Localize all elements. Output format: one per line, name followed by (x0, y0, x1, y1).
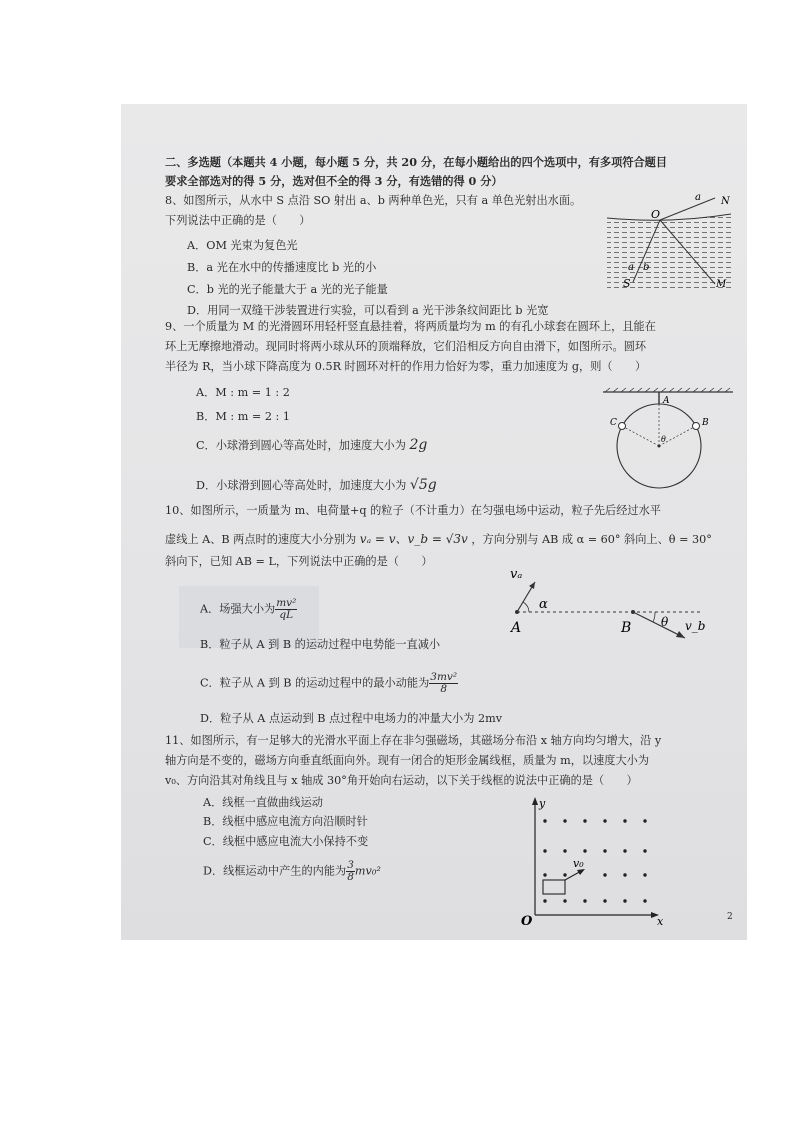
q10-stem-line3: 斜向下，已知 AB = L，下列说法中正确的是（ ） (165, 555, 433, 568)
q11-stem-line3: v₀、方向沿其对角线且与 x 轴成 30°角开始向右运动，以下关于线框的说法中正确的是（ ） (165, 774, 638, 787)
q9-option-c-text: C．小球滑到圆心等高处时，加速度大小为 (196, 439, 406, 452)
page-number: 2 (727, 912, 733, 922)
y-axis-arrow (532, 797, 538, 805)
label-a: A (663, 396, 670, 406)
vb-arrowhead (676, 631, 685, 638)
q8-stem-line1: 8、如图所示，从水中 S 点沿 SO 射出 a、b 两种单色光，只有 a 单色光射出水面。 (165, 194, 582, 207)
alpha-arc (523, 602, 529, 612)
label-a-ray: a (628, 262, 634, 273)
label-o: O (651, 208, 661, 221)
q11-stem-line2: 轴方向是不变的，磁场方向垂直纸面向外。现有一闭合的矩形金属线框，质量为 m，以速度大小为 (165, 754, 650, 767)
label-m: M (716, 279, 727, 290)
q10-option-c (200, 672, 458, 695)
label-vb: v_b (685, 619, 706, 633)
q9-option-a: A．M : m = 1 : 2 (196, 386, 290, 399)
q10-option-a-fraction: $\frac{\text{mv²}}{qL}$ (276, 597, 297, 621)
ring-center (658, 445, 661, 448)
q8-option-d: D．用同一双缝干涉装置进行实验，可以看到 a 光干涉条纹间距比 b 光宽 (187, 304, 549, 317)
metal-frame (543, 880, 565, 894)
q11-magnetic-field-figure (519, 797, 669, 927)
q9-option-d-value: √5g (409, 477, 437, 493)
label-a-top: a (695, 192, 701, 203)
label-theta: θ (661, 435, 666, 444)
label-x: x (657, 915, 664, 928)
label-y: y (539, 797, 546, 810)
q10-stem-line2-b: ，方向分别与 AB 成 α = 60° 斜向上、θ = 30° (471, 533, 712, 546)
label-s: S (623, 277, 631, 290)
section-title-line2: 要求全部选对的得 5 分，选对但不全的得 3 分，有选错的得 0 分） (165, 174, 503, 188)
q9-option-c (196, 438, 427, 453)
label-o: O (521, 914, 533, 929)
ceiling-hatch (605, 388, 730, 392)
q11-option-d-text: D．线框运动中产生的内能为 (203, 864, 347, 878)
q8-option-c: C．b 光的光子能量大于 a 光的光子能量 (187, 283, 388, 296)
q10-option-c-text: C．粒子从 A 到 B 的运动过程中的最小动能为 (200, 676, 430, 690)
label-a: A (511, 620, 522, 636)
q8-option-b: B．a 光在水中的传播速度比 b 光的小 (187, 261, 377, 274)
q8-refraction-figure (605, 190, 733, 290)
q11-option-d-tail: mv₀² (354, 864, 381, 878)
q10-velocity-figure (507, 560, 707, 640)
q11-option-b: B．线框中感应电流方向沿顺时针 (203, 815, 368, 828)
q10-option-a-text: A．场强大小为 (200, 602, 276, 616)
label-v0: v₀ (573, 857, 584, 870)
ball-c (619, 423, 626, 430)
field-dots (543, 819, 646, 902)
q11-option-d (203, 860, 381, 883)
q11-stem-line1: 11、如图所示，有一足够大的光滑水平面上存在非匀强磁场，其磁场分布沿 x 轴方向均匀增大，沿 y (165, 734, 662, 747)
q9-stem-line1: 9、一个质量为 M 的光滑圆环用轻杆竖直悬挂着，将两质量均为 m 的有孔小球套在圆环上，且能在 (165, 320, 656, 333)
q10-option-b: B．粒子从 A 到 B 的运动过程中电势能一直减小 (200, 638, 441, 651)
q10-option-c-fraction: $\frac{\text{3mv²}}{8}$ (430, 671, 458, 695)
q9-option-d-text: D．小球滑到圆心等高处时，加速度大小为 (196, 479, 407, 492)
radius-to-c (622, 426, 659, 446)
q8-stem-line2: 下列说法中正确的是（ ） (165, 214, 311, 227)
q9-ring-figure (599, 388, 737, 500)
label-va: vₐ (510, 567, 523, 582)
ball-b (693, 423, 700, 430)
q9-stem-line2: 环上无摩擦地滑动。现同时将两小球从环的顶端释放，它们沿相反方向自由滑下，如图所示。圆环 (165, 340, 647, 353)
label-b-ray: b (643, 262, 650, 273)
label-b: B (621, 620, 632, 636)
q8-option-a: A．OM 光束为复色光 (187, 239, 298, 252)
vb-arrow-shaft (633, 612, 685, 638)
q10-velocities: vₐ = v、v_b = √3v (359, 532, 468, 546)
q10-stem-line2-a: 虚线上 A、B 两点时的速度大小分别为 (165, 533, 357, 546)
q9-option-b: B．M : m = 2 : 1 (196, 410, 290, 423)
label-alpha: α (539, 597, 548, 612)
q11-option-a: A．线框一直做曲线运动 (203, 796, 323, 809)
theta-arc (653, 612, 655, 622)
q10-stem-line2 (165, 532, 712, 547)
q9-option-c-value: 2g (409, 437, 428, 453)
q9-stem-line3: 半径为 R，当小球下降高度为 0.5R 时圆环对杆的作用力恰好为零，重力加速度为 g，则（ ） (165, 360, 647, 373)
q10-option-d: D．粒子从 A 点运动到 B 点过程中电场力的冲量大小为 2mv (200, 712, 503, 725)
exam-sheet (121, 104, 747, 940)
label-c: C (610, 418, 617, 428)
q9-option-d (196, 478, 437, 493)
label-n: N (721, 196, 730, 207)
label-theta: θ (661, 615, 669, 629)
ray-on (660, 198, 715, 220)
q11-option-d-fraction: $\frac{3}{8}$ (347, 859, 354, 883)
label-b: B (702, 418, 709, 428)
section-title-line1: 二、多选题（本题共 4 小题，每小题 5 分，共 20 分，在每小题给出的四个选项中，有多项符合题目 (165, 155, 668, 169)
q10-stem-line1: 10、如图所示，一质量为 m、电荷量+q 的粒子（不计重力）在匀强电场中运动，粒子先后经过水平 (165, 504, 661, 517)
q11-option-c: C．线框中感应电流大小保持不变 (203, 835, 369, 848)
q10-option-a (200, 598, 297, 621)
